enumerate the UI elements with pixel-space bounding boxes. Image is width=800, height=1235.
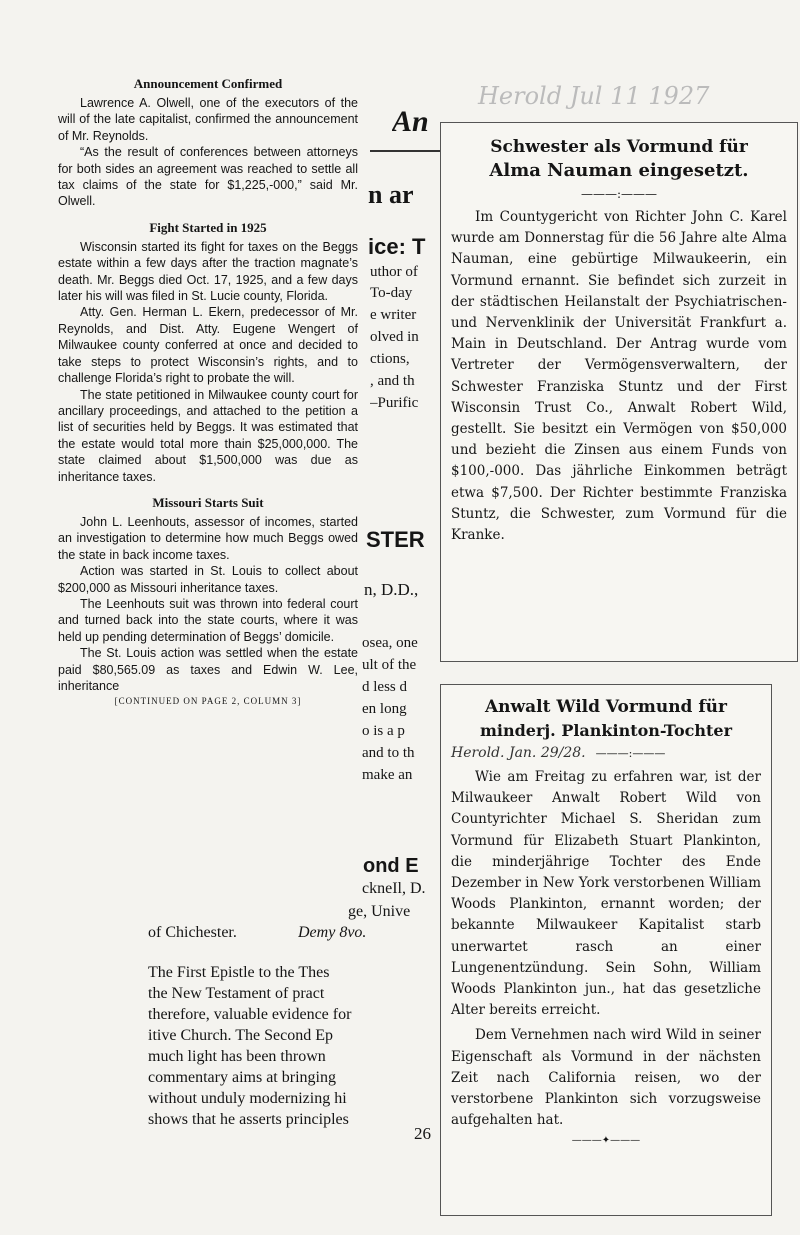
bottom-epistle-text xyxy=(148,962,440,1130)
fragment-line: olved in xyxy=(370,329,419,345)
fragment-line: and to th xyxy=(362,745,415,761)
fragment-ice: ice: T xyxy=(368,234,426,259)
fragment-line: d less d xyxy=(362,679,407,695)
clipping-paragraph: Dem Vernehmen nach wird Wild in seiner Eigenschaft als Vormund in der nächsten Zeit nach California reisen, wo der verstorbene Plankinton sich vorzugsweise aufgehalten hat. xyxy=(451,1027,761,1129)
paragraph: Action was started in St. Louis to collect about $200,000 as Missouri inheritance taxes. xyxy=(58,564,358,595)
clipping-alma-nauman xyxy=(440,122,798,662)
fragment-demy: Demy 8vo. xyxy=(298,924,367,941)
text-line: the New Testament of pract xyxy=(148,985,325,1002)
fragment-ond: ond E xyxy=(363,855,419,877)
end-mark: ———✦——— xyxy=(571,1135,641,1147)
fragment-line: ctions, xyxy=(370,351,410,367)
clipping-body: Im Countygericht von Richter John C. Karel wurde am Donnerstag für die 56 Jahre alte Alma Nauman, eine gebürtige Milwaukeerin, ein Vormund ernannt. Sie befindet sich zurzeit in der städtischen Heilanstalt der Psychiatrischen- und Nervenklinik der Universität Frankfurt a. Main in Deutschland. Der Antrag wurde vom Vertreter der Vermögensverwaltern, der Schwester Franziska Stuntz und der First Wisconsin Trust Co., Anwalt Robert Wild, gestellt. Sie besitzt ein Vermögen von $50,000 und bezieht die Zinsen aus einem Funds von $100,-000. Das jährliche Einkommen beträgt etwa $7,500. Der Richter bestimmte Franziska Stuntz, die Schwester, zum Vormund für die Kranke. xyxy=(451,209,787,544)
fragment-ster: STER xyxy=(366,527,425,552)
fragment-line: , and th xyxy=(370,373,415,389)
paragraph: Atty. Gen. Herman L. Ekern, predecessor of Mr. Reynolds, and Dist. Atty. Eugene Wengert of Milwaukee county conferred at once and decided to take steps to protect Wisconsin’s rights, and to challenge Florida’s right to probate the will. xyxy=(58,305,358,386)
separator: ———:——— xyxy=(595,746,666,760)
fragment-lines-2 xyxy=(362,632,440,786)
paragraph: Lawrence A. Olwell, one of the executors of the will of the late capitalist, confirmed the announcement of Mr. Reynolds. xyxy=(58,96,358,143)
paragraph: Wisconsin started its fight for taxes on the Beggs estate within a few days after the traction magnate’s death. Mr. Beggs died Oct. 17, 1925, and a few days later his will was filed in St. Lucie county, Florida. xyxy=(58,239,358,304)
separator-row xyxy=(451,745,761,761)
text-line: commentary aims at bringing xyxy=(148,1069,336,1086)
continued-note: [CONTINUED ON PAGE 2, COLUMN 3] xyxy=(114,696,302,707)
page-number: 26 xyxy=(414,1124,431,1143)
fragment-line: –Purific xyxy=(370,395,419,411)
fragment-line: en long xyxy=(362,701,407,717)
clipping-title-line1: Schwester als Vormund für xyxy=(490,137,748,157)
left-article xyxy=(58,72,358,706)
fragment-line: To-day xyxy=(370,285,413,301)
fragment-univ: ge, Unive xyxy=(348,903,411,920)
text-line: therefore, valuable evidence for xyxy=(148,1006,352,1023)
text-line: much light has been thrown xyxy=(148,1048,326,1065)
paragraph: John L. Leenhouts, assessor of incomes, started an investigation to determine how much Beggs owed the state in back income taxes. xyxy=(58,514,358,562)
fragment-line: uthor of xyxy=(370,264,418,280)
clipping-paragraph: Wie am Freitag zu erfahren war, ist der Milwaukeer Anwalt Robert Wild von Countyrichter Michael S. Sheridan zum Vormund für Elizabeth Stuart Plankinton, die minderjährige Tochter des Ende Dezember in New York verstorbenen William Woods Plankinton, ernannt worden; der bekannte Milwaukeer Kapitalist starb unerwartet rasch an einer Lungenentzündung. Sein Sohn, William Woods Plankinton jun., hat das gesetzliche Alter bereits erreicht. xyxy=(451,769,761,1019)
fragment-line: ult of the xyxy=(362,657,417,673)
separator: ———:——— xyxy=(580,187,658,201)
fragment-lines xyxy=(370,262,442,414)
paragraph: “As the result of conferences between attorneys for both sides an agreement was reached to settle all tax claims of the state for $1,225,-000,” said Mr. Olwell. xyxy=(58,145,358,209)
fragment-line: e writer xyxy=(370,307,417,323)
paragraph: The St. Louis action was settled when the estate paid $80,565.09 as taxes and Edwin W. Lee, inheritance xyxy=(58,646,358,693)
text-line: without unduly modernizing hi xyxy=(148,1090,347,1107)
clipping-title-line2: minderj. Plankinton-Tochter xyxy=(479,721,733,740)
handwritten-date-top: Herold Jul 11 1927 xyxy=(478,82,710,110)
paragraph: The Leenhouts suit was thrown into federal court and turned back into the state courts, where it was held up pending determination of Beggs’ domicile. xyxy=(58,596,358,644)
heading-missouri-starts-suit: Missouri Starts Suit xyxy=(152,494,264,510)
fragment-line: o is a p xyxy=(362,723,405,739)
text-line: shows that he asserts principles xyxy=(148,1111,349,1128)
fragment-chichester: of Chichester. xyxy=(148,924,237,941)
heading-announcement-confirmed: Announcement Confirmed xyxy=(133,76,283,91)
handwritten-date: Herold. Jan. 29/28. xyxy=(451,745,586,761)
text-line: The First Epistle to the Thes xyxy=(148,964,330,981)
clipping-title-line1: Anwalt Wild Vormund für xyxy=(484,697,727,717)
rule xyxy=(370,150,440,152)
fragment-line: osea, one xyxy=(362,635,418,651)
fragment-line: make an xyxy=(362,767,413,783)
paragraph: The state petitioned in Milwaukee county court for ancillary proceedings, and attached to the petition a list of securities held by Beggs. It was estimated that the estate would total more thain $25,000,000. The state claimed about $1,500,000 was due as inheritance taxes. xyxy=(58,387,358,484)
fragment-an: An xyxy=(392,105,429,138)
clipping-plankinton xyxy=(440,684,772,1216)
fragment-dd: n, D.D., xyxy=(364,580,419,599)
heading-fight-started: Fight Started in 1925 xyxy=(149,219,267,235)
text-line: itive Church. The Second Ep xyxy=(148,1027,333,1044)
clipping-title-line2: Alma Nauman eingesetzt. xyxy=(489,160,749,181)
fragment-n-ar: n ar xyxy=(368,180,414,209)
fragment-knell: ckneIl, D. xyxy=(362,880,426,897)
